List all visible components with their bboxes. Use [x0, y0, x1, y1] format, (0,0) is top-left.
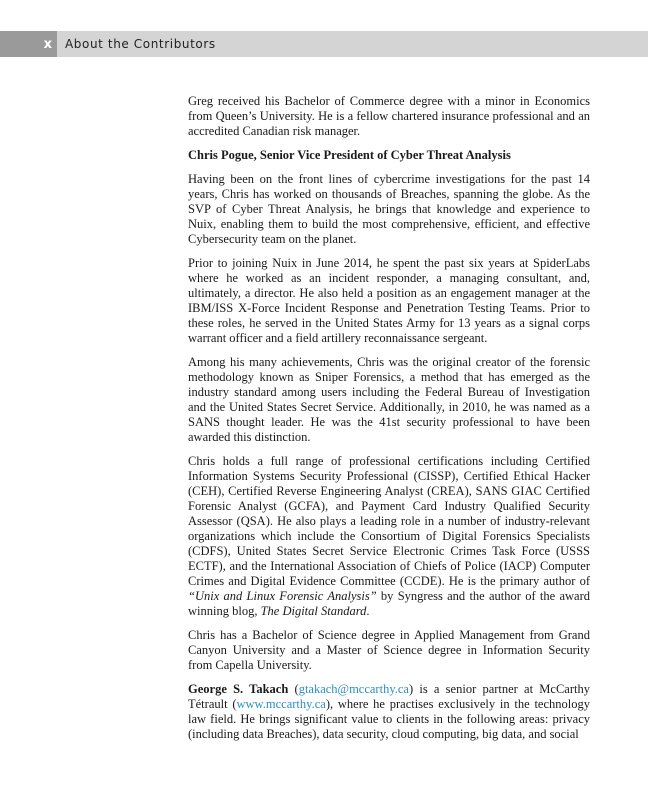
paragraph-chris-achievements: Among his many achievements, Chris was the original creator of the forensic methodology known as Sniper Forensics, a method that has emerged as the industry standard among users including the Federal Bureau of Investigation and the United States Secret Service. Additionally, in 2010, he was named as a SANS thought leader. He was the 41st security professional to have been awarded this distinction. [188, 355, 590, 444]
section-heading-chris-pogue: Chris Pogue, Senior Vice President of Cyber Threat Analysis [188, 148, 511, 162]
paragraph-chris-certifications [188, 454, 590, 619]
cert-text-b: by Syngress and the author of the award winning blog, [188, 589, 590, 618]
paragraph-chris-prior-roles: Prior to joining Nuix in June 2014, he spent the past six years at SpiderLabs where he worked as an incident responder, a managing consultant, and, ultimately, a director. He also held a position as an engagement manager at the IBM/ISS X-Force Incident Response and Penetration Testing Teams. Prior to these roles, he served in the United States Army for 13 years as a signal corps warrant officer and a field artillery reconnaissance sergeant. [188, 256, 590, 345]
blog-title: The Digital Standard [260, 604, 367, 618]
email-link[interactable]: gtakach@mccarthy.ca [298, 682, 409, 696]
page-number: x [0, 31, 57, 57]
cert-text-c: . [366, 604, 370, 618]
website-link[interactable]: www.mccarthy.ca [236, 697, 326, 711]
running-header [0, 31, 648, 57]
george-text-2: ) is a senior partner at McCarthy Tétrault ( [188, 682, 590, 711]
george-text-1: ( [288, 682, 299, 696]
paragraph-george-takach [188, 682, 590, 742]
running-title: About the Contributors [65, 37, 216, 51]
paragraph-chris-education: Chris has a Bachelor of Science degree in Applied Management from Grand Canyon University and a Master of Science degree in Information Security from Capella University. [188, 628, 590, 672]
cert-text-a: Chris holds a full range of professional certifications including Certified Information Systems Security Professional (CISSP), Certified Ethical Hacker (CEH), Certified Reverse Engineering Analyst (CREA), SANS GIAC Certified Forensic Analyst (GCFA), and Payment Card Industry Qualified Security Assessor (QSA). He also plays a leading role in a number of industry-relevant organizations which include the Consortium of Digital Forensics Specialists (CDFS), United States Secret Service Electronic Crimes Task Force (USSS ECTF), and the International Association of Chiefs of Police (IACP) Computer Crimes and Digital Evidence Committee (CCDE). He is the primary author of [188, 454, 590, 588]
book-title: “Unix and Linux Forensic Analysis” [188, 589, 377, 603]
george-text-3: ), where he practises exclusively in the technology law field. He brings significant value to clients in the following areas: privacy (including data Breaches), data security, cloud computing, big data, and social [188, 697, 590, 741]
body-text [188, 94, 590, 751]
paragraph-chris-intro: Having been on the front lines of cybercrime investigations for the past 14 years, Chris has worked on thousands of Breaches, spanning the globe. As the SVP of Cyber Threat Analysis, he brings that knowledge and experience to Nuix, enabling them to build the most comprehensive, efficient, and effective Cybersecurity team on the planet. [188, 172, 590, 246]
paragraph-greg-education: Greg received his Bachelor of Commerce degree with a minor in Economics from Queen’s University. He is a fellow chartered insurance professional and an accredited Canadian risk manager. [188, 94, 590, 138]
contributor-name: George S. Takach [188, 682, 289, 696]
